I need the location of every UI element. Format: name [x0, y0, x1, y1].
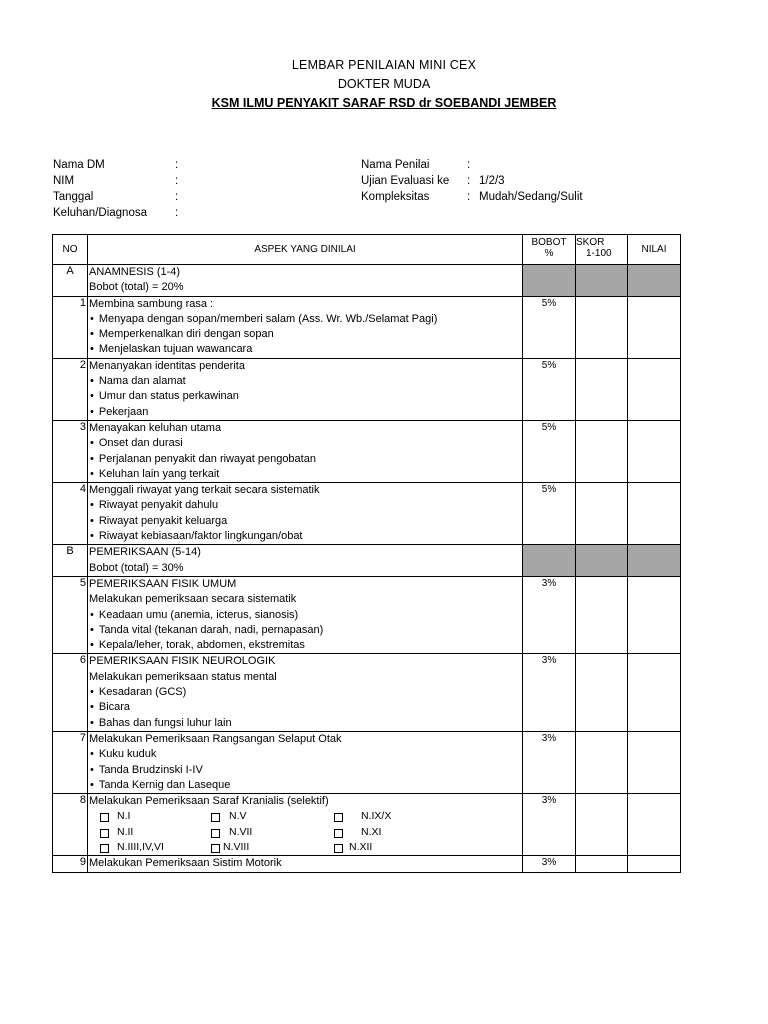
shaded-cell	[576, 265, 628, 297]
checkbox-n-ix-x[interactable]	[334, 813, 343, 822]
skor-cell[interactable]	[576, 576, 628, 653]
checkbox-label: N.XI	[361, 825, 382, 838]
section-bobot: Bobot (total) = 30%	[89, 561, 184, 574]
field-colon: :	[175, 175, 179, 187]
item-bullet: • Tanda Kernig dan Laseque	[88, 778, 522, 793]
field-value: 1/2/3	[479, 175, 505, 187]
item-no: 3	[53, 420, 88, 482]
item-content	[88, 483, 523, 545]
item-heading: Melakukan Pemeriksaan Saraf Kranialis (selektif)	[89, 795, 329, 808]
checkbox-label: N.II	[117, 825, 134, 838]
item-bullet: • Keadaan umu (anemia, icterus, sianosis)	[88, 608, 522, 623]
item-bullet: • Tanda Brudzinski I-IV	[88, 763, 522, 778]
field-value: Mudah/Sedang/Sulit	[479, 191, 583, 203]
item-bullet: • Kuku kuduk	[88, 747, 522, 762]
skor-cell[interactable]	[576, 731, 628, 793]
item-bullet: • Nama dan alamat	[88, 374, 522, 389]
table-row-item-8	[53, 794, 681, 856]
table-row-item-2	[53, 358, 681, 420]
item-heading: PEMERIKSAAN FISIK NEUROLOGIK	[89, 655, 276, 668]
header-no: NO	[53, 235, 88, 265]
item-no: 5	[53, 576, 88, 653]
item-heading: Menggali riwayat yang terkait secara sistematik	[89, 484, 320, 497]
item-bullet: • Pekerjaan	[88, 405, 522, 420]
field-label: NIM	[53, 175, 75, 187]
nilai-cell[interactable]	[628, 420, 681, 482]
checkbox-label: N.IX/X	[361, 810, 392, 823]
section-title-cell	[88, 265, 523, 297]
item-no: 6	[53, 654, 88, 731]
section-title: PEMERIKSAAN (5-14)	[89, 546, 201, 559]
section-row-b	[53, 545, 681, 577]
field-nama-penilai[interactable]	[361, 157, 661, 173]
field-colon: :	[467, 191, 471, 203]
item-bullet: • Perjalanan penyakit dan riwayat pengobatan	[88, 452, 522, 467]
nilai-cell[interactable]	[628, 856, 681, 872]
header-skor	[576, 235, 628, 265]
shaded-cell	[523, 265, 576, 297]
skor-cell[interactable]	[576, 856, 628, 872]
item-content	[88, 576, 523, 653]
item-content	[88, 731, 523, 793]
field-label: Kompleksitas	[361, 191, 430, 203]
item-bullet: • Tanda vital (tekanan darah, nadi, pernapasan)	[88, 623, 522, 638]
item-no: 1	[53, 296, 88, 358]
checkbox-label: N.V	[229, 810, 247, 823]
item-heading: Menayakan keluhan utama	[89, 421, 222, 434]
field-label: Nama Penilai	[361, 159, 430, 171]
field-ujian-evaluasi[interactable]	[361, 173, 661, 189]
table-row-item-6	[53, 654, 681, 731]
field-colon: :	[467, 175, 471, 187]
item-bullet: • Menjelaskan tujuan wawancara	[88, 342, 522, 357]
checkbox-n-xi[interactable]	[334, 829, 343, 838]
nilai-cell[interactable]	[628, 794, 681, 856]
table-row-item-9	[53, 856, 681, 872]
header-bobot	[523, 235, 576, 265]
item-bullet: • Keluhan lain yang terkait	[88, 467, 522, 482]
section-row-a	[53, 265, 681, 297]
item-weight: 5%	[523, 296, 576, 358]
item-bullet: • Kepala/leher, torak, abdomen, ekstremitas	[88, 638, 522, 653]
item-heading: Melakukan Pemeriksaan Rangsangan Selaput Otak	[89, 732, 342, 745]
item-no: 7	[53, 731, 88, 793]
shaded-cell	[523, 545, 576, 577]
nerve-row	[88, 840, 522, 855]
form-subtitle: DOKTER MUDA	[337, 77, 431, 91]
checkbox-n-v[interactable]	[211, 813, 220, 822]
checkbox-label: N.VII	[229, 825, 253, 838]
item-no: 8	[53, 794, 88, 856]
item-bullet: • Kesadaran (GCS)	[88, 685, 522, 700]
skor-range: 1-100	[586, 248, 612, 259]
shaded-cell	[628, 265, 681, 297]
nilai-cell[interactable]	[628, 483, 681, 545]
item-weight: 3%	[523, 794, 576, 856]
nerve-row	[88, 825, 522, 840]
checkbox-label: N.I	[117, 810, 131, 823]
table-row-item-7	[53, 731, 681, 793]
section-title: ANAMNESIS (1-4)	[89, 266, 181, 278]
table-row-item-1	[53, 296, 681, 358]
item-bullet: • Memperkenalkan diri dengan sopan	[88, 327, 522, 342]
item-subheading: Melakukan pemeriksaan secara sistematik	[89, 593, 297, 606]
item-bullet: • Bicara	[88, 700, 522, 715]
field-colon: :	[467, 159, 471, 171]
item-bullet: • Riwayat kebiasaan/faktor lingkungan/obat	[88, 529, 522, 544]
nilai-cell[interactable]	[628, 576, 681, 653]
skor-label: SKOR	[576, 237, 605, 248]
section-no: B	[53, 545, 88, 577]
item-subheading: Melakukan pemeriksaan status mental	[89, 670, 277, 683]
form-title: LEMBAR PENILAIAN MINI CEX	[291, 58, 477, 72]
section-bobot: Bobot (total) = 20%	[89, 281, 184, 294]
skor-cell[interactable]	[576, 794, 628, 856]
item-content	[88, 856, 523, 872]
checkbox-label: N.IIII,IV,VI	[117, 840, 164, 853]
item-no: 2	[53, 358, 88, 420]
table-row-item-3	[53, 420, 681, 482]
item-bullet: • Riwayat penyakit keluarga	[88, 514, 522, 529]
item-bullet: • Riwayat penyakit dahulu	[88, 498, 522, 513]
field-label: Tanggal	[53, 191, 94, 203]
checkbox-label: N.XII	[349, 840, 373, 853]
table-row-item-5	[53, 576, 681, 653]
item-weight: 5%	[523, 483, 576, 545]
item-content	[88, 296, 523, 358]
item-weight: 3%	[523, 576, 576, 653]
item-content	[88, 794, 523, 856]
item-heading: Melakukan Pemeriksaan Sistim Motorik	[89, 857, 282, 870]
item-weight: 3%	[523, 654, 576, 731]
skor-cell[interactable]	[576, 654, 628, 731]
item-heading: Menanyakan identitas penderita	[89, 359, 245, 372]
identity-right	[361, 157, 661, 205]
bobot-label: BOBOT	[531, 237, 567, 248]
header-nilai: NILAI	[628, 235, 681, 265]
item-weight: 3%	[523, 856, 576, 872]
nilai-cell[interactable]	[628, 731, 681, 793]
field-label: Nama DM	[53, 159, 105, 171]
item-bullet: • Umur dan status perkawinan	[88, 389, 522, 404]
field-colon: :	[175, 207, 179, 219]
header-aspek: ASPEK YANG DINILAI	[88, 235, 523, 265]
checkbox-n-xii[interactable]	[334, 844, 343, 853]
document-title-block	[0, 56, 768, 113]
item-heading: Membina sambung rasa :	[89, 297, 214, 310]
item-weight: 3%	[523, 731, 576, 793]
checkbox-n-vii[interactable]	[211, 829, 220, 838]
checkbox-n-iii-iv-vi[interactable]	[100, 844, 109, 853]
nilai-cell[interactable]	[628, 654, 681, 731]
shaded-cell	[576, 545, 628, 577]
department-title: KSM ILMU PENYAKIT SARAF RSD dr SOEBANDI JEMBER	[211, 96, 557, 110]
skor-cell[interactable]	[576, 420, 628, 482]
nilai-cell[interactable]	[628, 358, 681, 420]
assessment-table	[52, 234, 681, 873]
skor-cell[interactable]	[576, 296, 628, 358]
field-label: Ujian Evaluasi ke	[361, 175, 450, 187]
field-label: Keluhan/Diagnosa	[53, 207, 147, 219]
item-content	[88, 654, 523, 731]
table-header-row	[53, 235, 681, 265]
field-colon: :	[175, 159, 179, 171]
field-kompleksitas[interactable]	[361, 189, 661, 205]
item-content	[88, 420, 523, 482]
item-weight: 5%	[523, 420, 576, 482]
checkbox-label: N.VIII	[223, 840, 250, 853]
item-no: 4	[53, 483, 88, 545]
nerve-row	[88, 809, 522, 824]
item-bullet: • Bahas dan fungsi luhur lain	[88, 716, 522, 731]
item-content	[88, 358, 523, 420]
item-bullet: • Menyapa dengan sopan/memberi salam (Ass. Wr. Wb./Selamat Pagi)	[88, 312, 522, 327]
shaded-cell	[628, 545, 681, 577]
item-weight: 5%	[523, 358, 576, 420]
skor-cell[interactable]	[576, 483, 628, 545]
item-bullet: • Onset dan durasi	[88, 436, 522, 451]
checkbox-n-viii[interactable]	[211, 844, 220, 853]
table-row-item-4	[53, 483, 681, 545]
field-colon: :	[175, 191, 179, 203]
section-no: A	[53, 265, 88, 297]
checkbox-n-ii[interactable]	[100, 829, 109, 838]
skor-cell[interactable]	[576, 358, 628, 420]
section-title-cell	[88, 545, 523, 577]
checkbox-n-i[interactable]	[100, 813, 109, 822]
nilai-cell[interactable]	[628, 296, 681, 358]
item-no: 9	[53, 856, 88, 872]
bobot-unit: %	[544, 248, 554, 259]
item-heading: PEMERIKSAAN FISIK UMUM	[89, 577, 237, 590]
